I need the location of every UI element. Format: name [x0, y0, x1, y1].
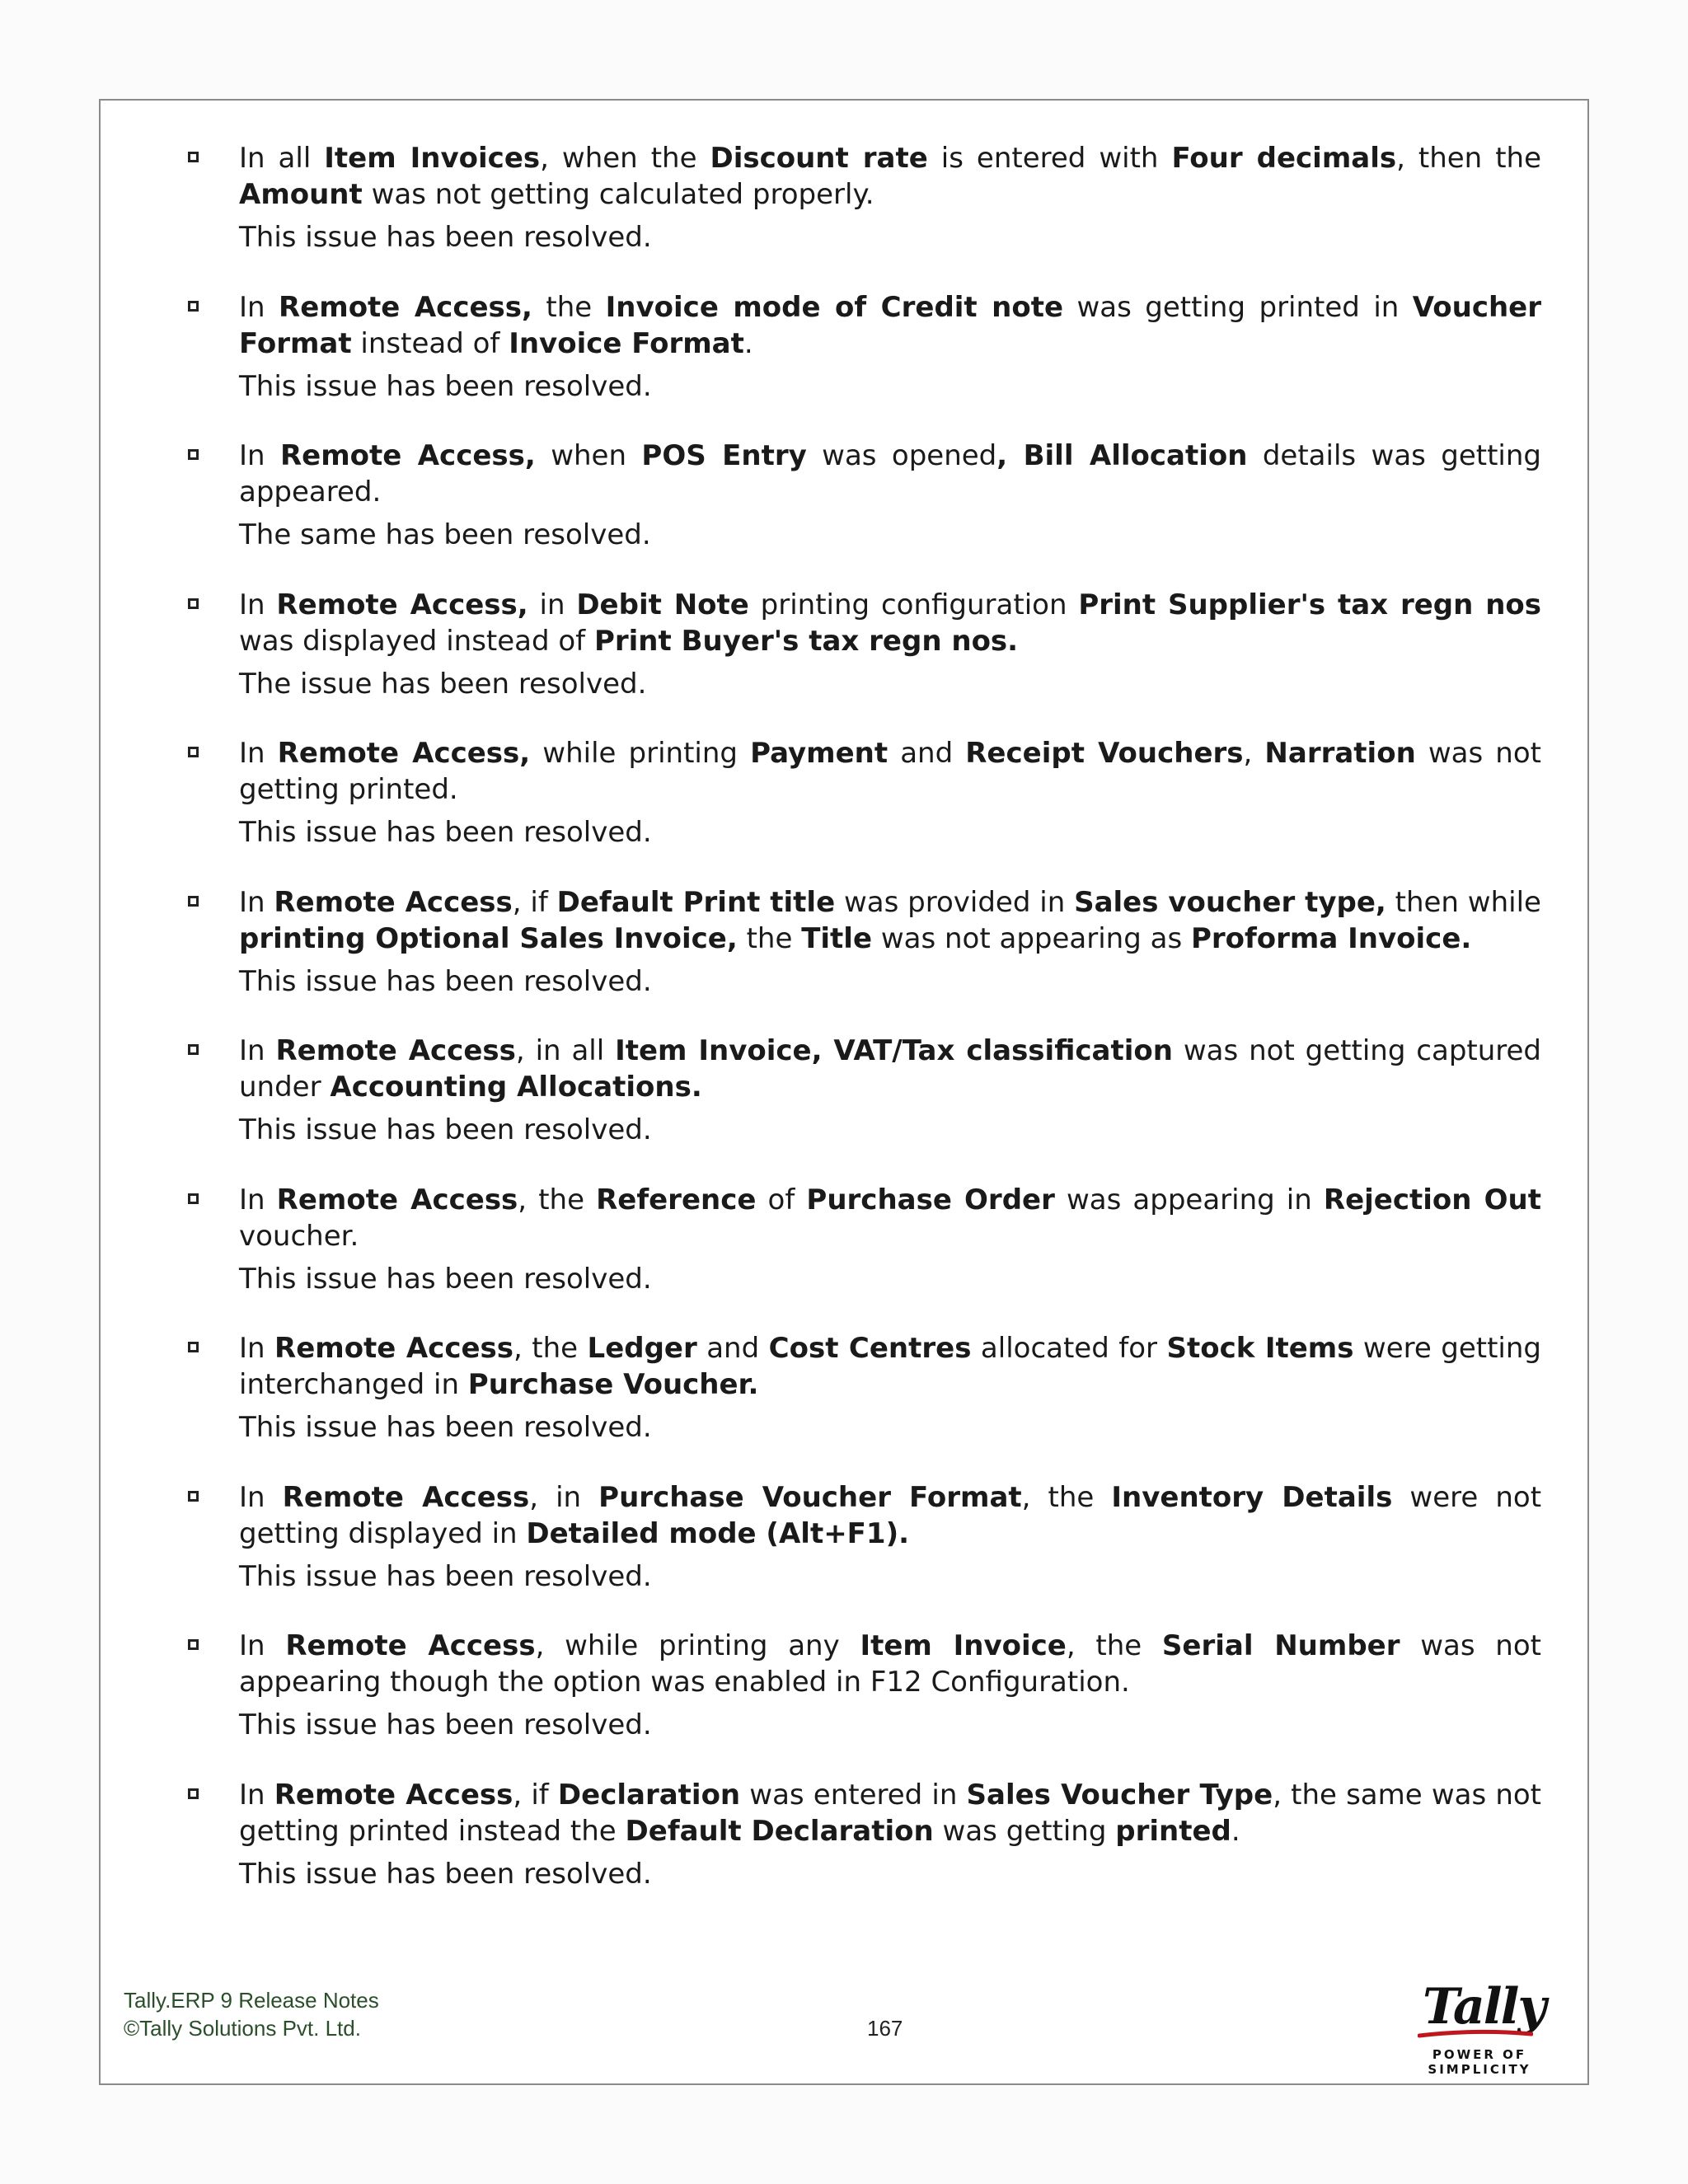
issue-item	[239, 735, 1541, 851]
bold-term: Serial Number	[1161, 1629, 1400, 1662]
bold-term: Remote Access,	[279, 439, 536, 472]
bullet-icon	[188, 747, 199, 757]
issue-resolution: This issue has been resolved.	[239, 1858, 652, 1891]
bold-term: Declaration	[557, 1779, 741, 1811]
bold-term: Reference	[596, 1183, 757, 1216]
bold-term: printed	[1115, 1815, 1231, 1848]
issue-description: In Remote Access, the Ledger and Cost Centres allocated for Stock Items were getting interchanged in Purchase Voucher.	[239, 1332, 1541, 1401]
bold-term: Remote Access	[285, 1629, 536, 1662]
bold-term: Invoice Format	[509, 327, 744, 360]
bold-term: Purchase Order	[806, 1183, 1055, 1216]
issue-item	[239, 1330, 1541, 1446]
issue-resolution: This issue has been resolved.	[239, 1560, 652, 1593]
issue-resolution: This issue has been resolved.	[239, 816, 652, 849]
issue-description: In Remote Access, while printing any Item Invoice, the Serial Number was not appearing though the option was enabled in F12 Configuration.	[239, 1629, 1541, 1699]
issue-item	[239, 587, 1541, 702]
bold-term: Sales voucher type,	[1074, 886, 1386, 919]
logo-wordmark: Tally	[1423, 1978, 1545, 2036]
bold-term: Accounting Allocations.	[330, 1071, 702, 1104]
bold-term: Invoice mode of Credit note	[605, 291, 1064, 324]
issue-resolution: The same has been resolved.	[239, 518, 651, 551]
issue-resolution: This issue has been resolved.	[239, 965, 652, 998]
bullet-icon	[188, 301, 199, 312]
bullet-icon	[188, 1788, 199, 1799]
bold-term: Inventory Details	[1111, 1481, 1393, 1514]
bold-term: Item Invoices	[324, 142, 541, 175]
bold-term: Remote Access,	[279, 291, 532, 324]
bold-term: Item Invoice, VAT/Tax classification	[615, 1034, 1173, 1067]
bold-term: Purchase Voucher Format	[598, 1481, 1022, 1514]
issue-description: In Remote Access, when POS Entry was opened, Bill Allocation details was getting appeared.	[239, 439, 1541, 509]
bold-term: Narration	[1264, 737, 1416, 770]
bold-term: Print Buyer's tax regn nos.	[593, 625, 1019, 658]
issue-description: In Remote Access, the Invoice mode of Credit note was getting printed in Voucher Format instead of Invoice Format.	[239, 291, 1542, 360]
bold-term: Amount	[239, 178, 363, 211]
issue-resolution: This issue has been resolved.	[239, 1411, 652, 1444]
logo-swoosh-icon	[1418, 2027, 1533, 2039]
bullet-icon	[188, 1193, 199, 1204]
bold-term: printing Optional Sales Invoice,	[239, 922, 738, 955]
bullet-icon	[188, 1491, 199, 1502]
bold-term: Sales Voucher Type	[966, 1779, 1273, 1811]
bullet-icon	[188, 1639, 199, 1650]
bold-term: Rejection Out	[1323, 1183, 1541, 1216]
issue-item	[239, 1777, 1541, 1892]
bold-term: Remote Access	[274, 1332, 514, 1365]
bold-term: Default Declaration	[625, 1815, 934, 1848]
issue-item	[239, 1182, 1541, 1297]
bold-term: Stock Items	[1166, 1332, 1354, 1365]
issue-description: In Remote Access, in Purchase Voucher Format, the Inventory Details were not getting displayed in Detailed mode (Alt+F1).	[239, 1481, 1542, 1550]
bullet-icon	[188, 896, 199, 907]
issue-item	[239, 884, 1541, 1000]
bullet-icon	[188, 598, 199, 609]
bold-term: Remote Access	[274, 886, 513, 919]
bold-term: Voucher Format	[239, 291, 1542, 360]
bold-term: Remote Access	[276, 1183, 518, 1216]
issue-resolution: This issue has been resolved.	[239, 1113, 652, 1146]
issue-description: In Remote Access, while printing Payment and Receipt Vouchers, Narration was not getting printed.	[239, 737, 1541, 806]
bold-term: Ledger	[587, 1332, 697, 1365]
issue-description: In Remote Access, if Declaration was entered in Sales Voucher Type, the same was not getting printed instead the Default Declaration was getting printed.	[239, 1779, 1541, 1848]
footer	[124, 1986, 379, 2042]
tally-logo	[1385, 1978, 1574, 2077]
issue-item	[239, 140, 1541, 255]
bullet-icon	[188, 152, 199, 162]
issue-description: In Remote Access, if Default Print title was provided in Sales voucher type, then while printing Optional Sales Invoice, the Title was not appearing as Proforma Invoice.	[239, 886, 1541, 955]
bold-term: Remote Access	[275, 1034, 516, 1067]
footer-copyright: ©Tally Solutions Pvt. Ltd.	[124, 2016, 361, 2041]
issue-resolution: The issue has been resolved.	[239, 668, 647, 701]
issue-resolution: This issue has been resolved.	[239, 370, 652, 403]
issue-item	[239, 1033, 1541, 1148]
issue-description: In Remote Access, in Debit Note printing configuration Print Supplier's tax regn nos was displayed instead of Print Buyer's tax regn nos.	[239, 588, 1541, 658]
page-frame	[99, 99, 1589, 2085]
bold-term: Detailed mode (Alt+F1).	[526, 1517, 910, 1550]
bold-term: Remote Access	[274, 1779, 513, 1811]
bold-term: Default Print title	[556, 886, 836, 919]
bold-term: Remote Access,	[276, 588, 528, 621]
issue-description: In Remote Access, the Reference of Purchase Order was appearing in Rejection Out voucher.	[239, 1183, 1541, 1253]
issue-resolution: This issue has been resolved.	[239, 1708, 652, 1741]
issue-description: In Remote Access, in all Item Invoice, VAT/Tax classification was not getting captured under Accounting Allocations.	[239, 1034, 1542, 1104]
bold-term: Discount rate	[710, 142, 928, 175]
bold-term: Receipt Vouchers	[965, 737, 1244, 770]
bold-term: Print Supplier's tax regn nos	[1078, 588, 1541, 621]
bold-term: Remote Access	[282, 1481, 530, 1514]
issue-item	[239, 438, 1541, 553]
bullet-icon	[188, 449, 199, 460]
issue-description: In all Item Invoices, when the Discount rate is entered with Four decimals, then the Amount was not getting calculated properly.	[239, 142, 1541, 211]
bold-term: Cost Centres	[768, 1332, 972, 1365]
bold-term: Title	[801, 922, 873, 955]
bullet-icon	[188, 1044, 199, 1055]
bold-term: , Bill Allocation	[996, 439, 1248, 472]
bold-term: Purchase Voucher.	[467, 1368, 759, 1401]
issue-item	[239, 1479, 1541, 1595]
issue-item	[239, 1628, 1541, 1743]
bold-term: Debit Note	[576, 588, 749, 621]
issue-item	[239, 289, 1541, 405]
footer-product-name: Tally.ERP 9 Release Notes	[124, 1988, 379, 2013]
page-number: 167	[867, 2016, 903, 2041]
bold-term: Payment	[750, 737, 889, 770]
bold-term: POS Entry	[641, 439, 807, 472]
bold-term: Proforma Invoice.	[1190, 922, 1472, 955]
bold-term: Remote Access,	[277, 737, 531, 770]
logo-tagline: POWER OF SIMPLICITY	[1428, 2047, 1531, 2077]
bullet-icon	[188, 1342, 199, 1352]
issue-resolution: This issue has been resolved.	[239, 221, 652, 254]
bold-term: Item Invoice	[860, 1629, 1067, 1662]
issue-resolution: This issue has been resolved.	[239, 1263, 652, 1296]
bold-term: Four decimals	[1171, 142, 1397, 175]
